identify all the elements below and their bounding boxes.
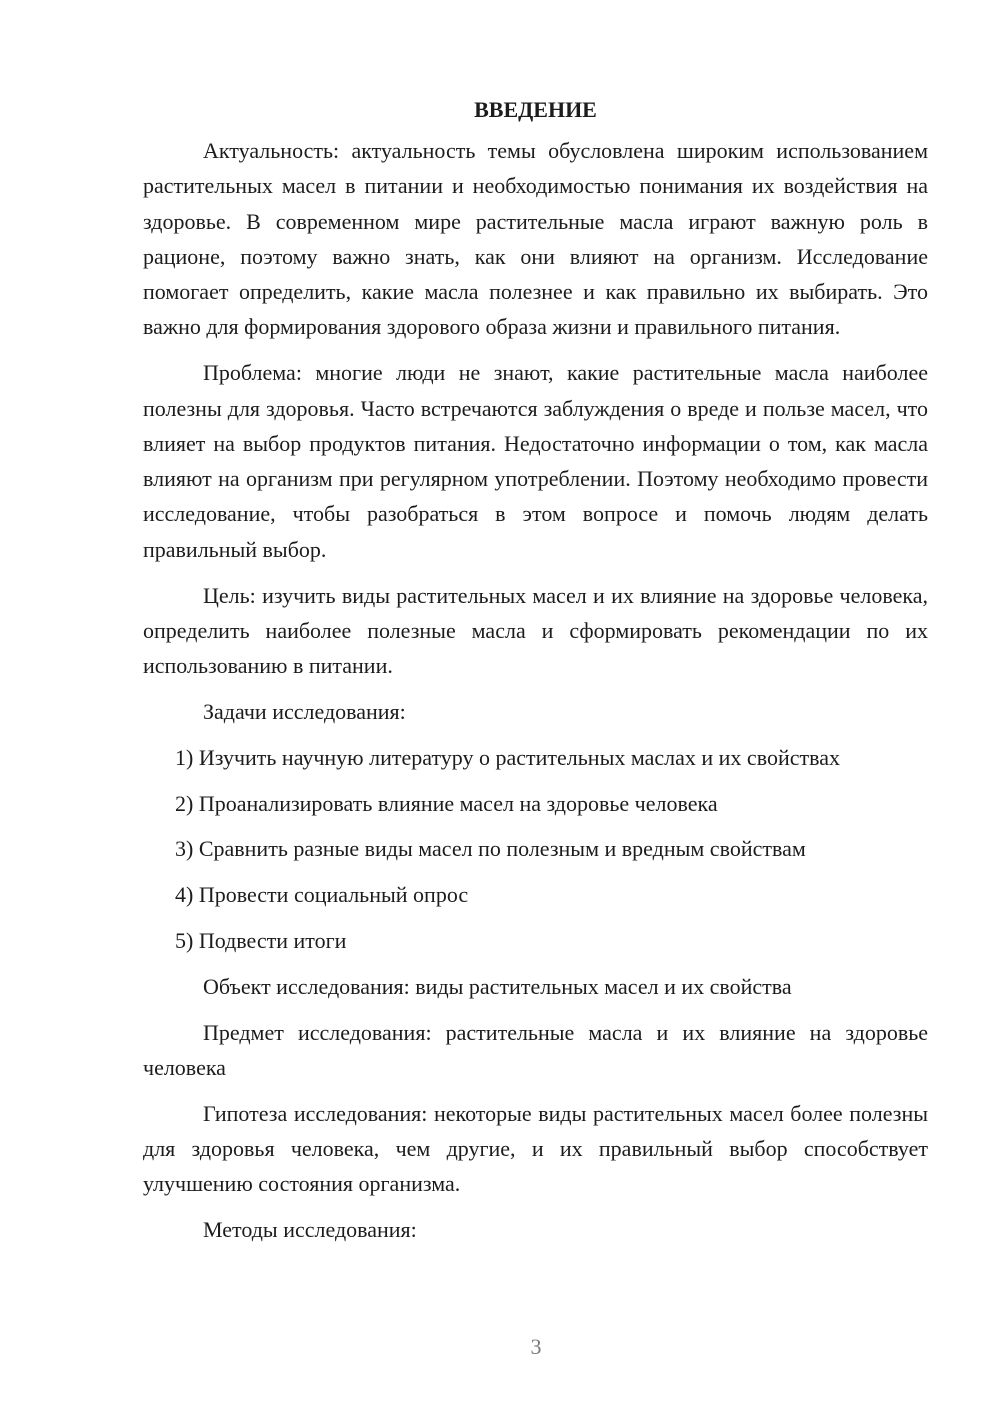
subject-paragraph: Предмет исследования: растительные масла и их влияние на здоровье человека xyxy=(143,1019,928,1080)
task-item: 4) Провести социальный опрос xyxy=(175,882,469,908)
methods-heading: Методы исследования: xyxy=(203,1217,417,1243)
problem-paragraph: Проблема: многие люди не знают, какие растительные масла наиболее полезны для здоровья. Часто встречаются заблуждения о вреде и пользе масел, что влияет на выбор продуктов питания. Недостаточно информации о том, как масла влияют на организм при регулярном употреблении. Поэтому необходимо провести исследование, чтобы разобраться в этом вопросе и помочь людям делать правильный выбор. xyxy=(143,360,928,562)
tasks-heading: Задачи исследования: xyxy=(203,698,406,724)
page-title: ВВЕДЕНИЕ xyxy=(474,97,597,122)
hypothesis-paragraph: Гипотеза исследования: некоторые виды растительных масел более полезны для здоровья человека, чем другие, и их правильный выбор способствует улучшению состояния организма. xyxy=(143,1100,928,1197)
task-item: 5) Подвести итоги xyxy=(175,927,347,953)
relevance-paragraph: Актуальность: актуальность темы обусловлена широким использованием растительных масел в питании и необходимостью понимания их воздействия на здоровье. В современном мире растительные масла играют важную роль в рационе, поэтому важно знать, как они влияют на организм. Исследование помогает определить, какие масла полезнее и как правильно их выбирать. Это важно для формирования здорового образа жизни и правильного питания. xyxy=(143,138,928,340)
tasks-list xyxy=(143,740,928,958)
object-paragraph: Объект исследования: виды растительных масел и их свойства xyxy=(203,973,792,999)
goal-paragraph: Цель: изучить виды растительных масел и их влияние на здоровье человека, определить наиболее полезные масла и сформировать рекомендации по их использованию в питании. xyxy=(143,582,928,679)
page-number: 3 xyxy=(530,1334,542,1359)
task-item: 1) Изучить научную литературу о растительных маслах и их свойствах xyxy=(175,744,840,770)
task-item: 2) Проанализировать влияние масел на здоровье человека xyxy=(175,790,718,816)
task-item: 3) Сравнить разные виды масел по полезным и вредным свойствам xyxy=(175,836,806,862)
